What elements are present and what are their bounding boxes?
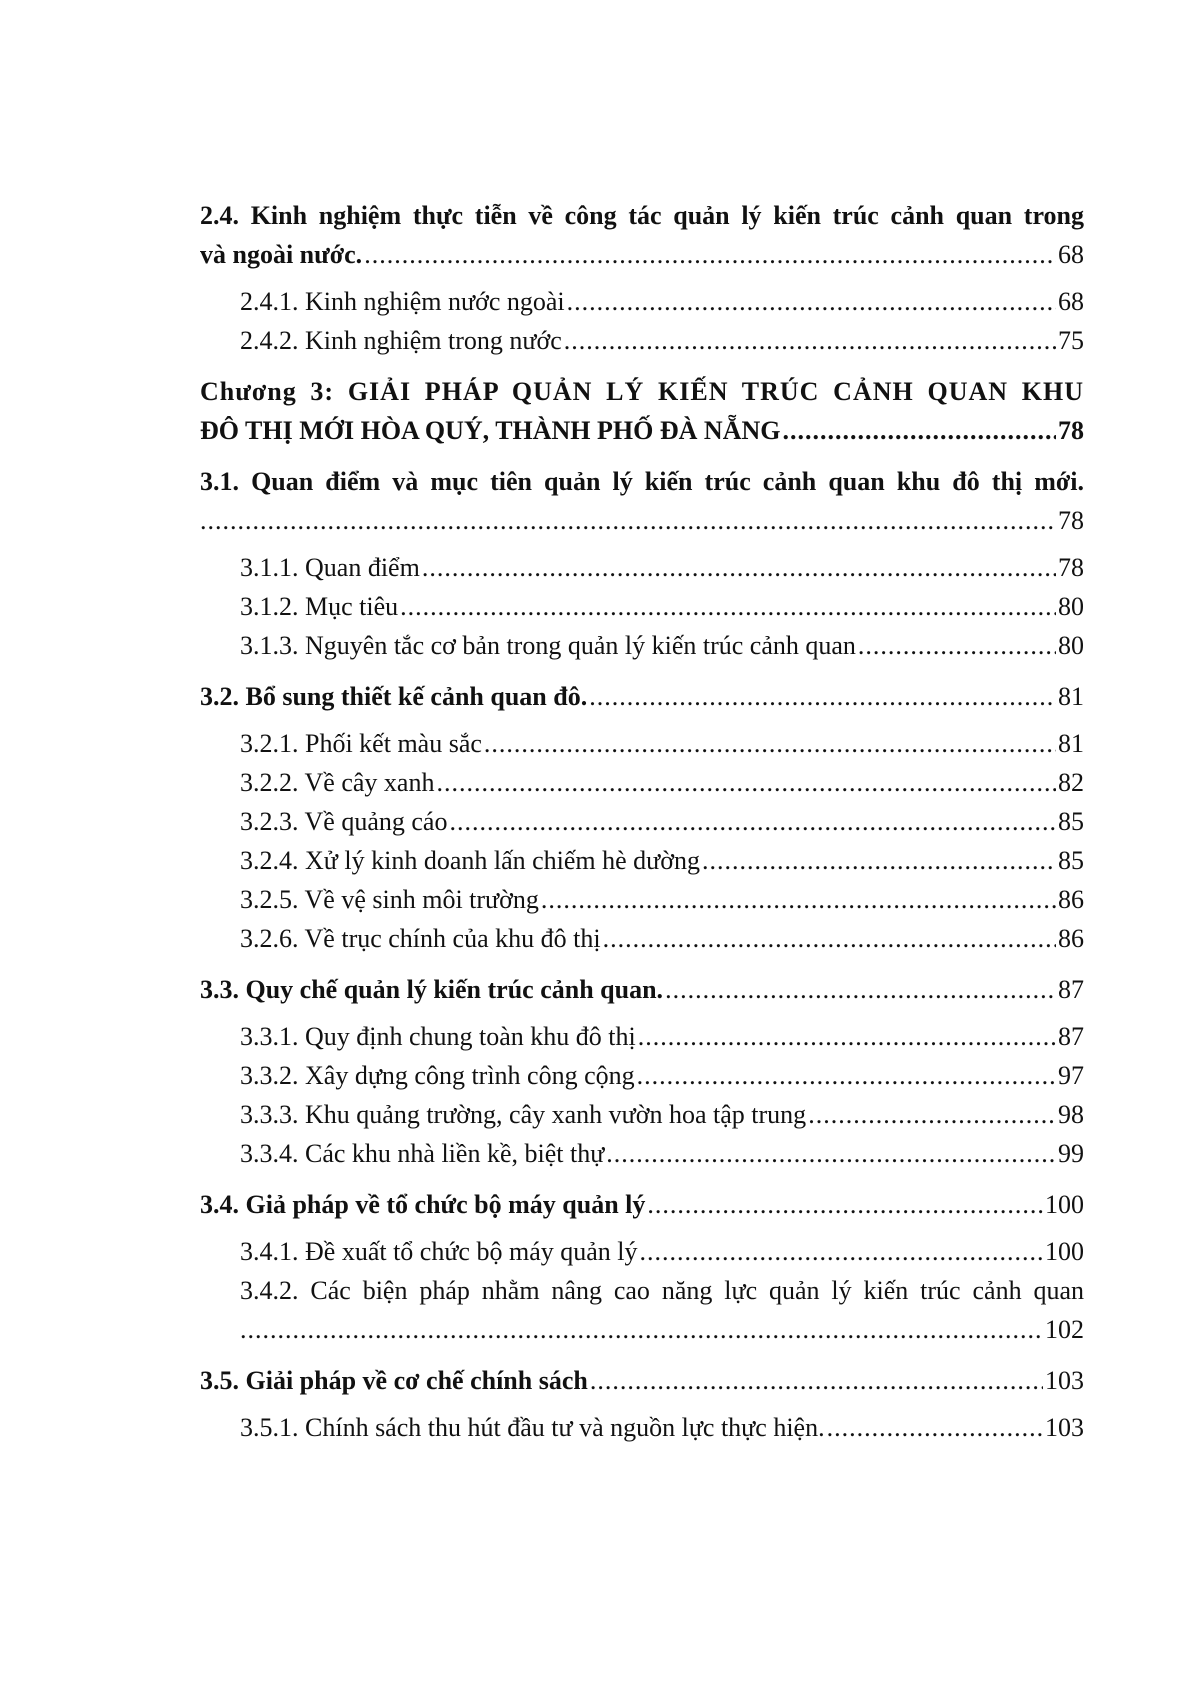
toc-entry-text: 3.2. Bổ sung thiết kế cảnh quan đô.: [200, 682, 588, 711]
toc-entry-text: 3.2.2. Về cây xanh: [240, 768, 435, 797]
dot-leader: [640, 1232, 1043, 1271]
dot-leader: [484, 724, 1056, 763]
dot-leader: [200, 501, 1056, 540]
table-of-contents: [200, 196, 1084, 1447]
page-number: 75: [1058, 326, 1084, 355]
chapter-title: Chương 3: GIẢI PHÁP QUẢN LÝ KIẾN TRÚC CẢNH QUAN KHU: [200, 377, 1084, 406]
toc-entry-3-2-4: [200, 841, 1084, 880]
page-number: 81: [1058, 729, 1084, 758]
toc-entry-3-2-5: [200, 880, 1084, 919]
toc-entry-text: 3.4.2. Các biện pháp nhằm nâng cao năng lực quản lý kiến trúc cảnh quan: [240, 1276, 1084, 1305]
page-number: 85: [1058, 846, 1084, 875]
toc-entry-3-3-4: [200, 1134, 1084, 1173]
dot-leader: [606, 1134, 1056, 1173]
chapter-title: ĐÔ THỊ MỚI HÒA QUÝ, THÀNH PHỐ ĐÀ NẴNG: [200, 416, 781, 445]
dot-leader: [240, 1310, 1043, 1349]
toc-entry-3-2-6: [200, 919, 1084, 958]
toc-entry-3-2-1: [200, 724, 1084, 763]
page-number: 78: [1058, 506, 1084, 535]
dot-leader: [541, 880, 1056, 919]
toc-entry-text: 3.3.2. Xây dựng công trình công cộng: [240, 1061, 635, 1090]
toc-entry-text: 3.5.1. Chính sách thu hút đầu tư và nguồn lực thực hiện.: [240, 1413, 825, 1442]
toc-entry-text: 3.2.4. Xử lý kinh doanh lấn chiếm hè dường: [240, 846, 701, 875]
toc-entry-3-2-3: [200, 802, 1084, 841]
page-number: 103: [1045, 1413, 1084, 1442]
toc-entry-text: 3.2.1. Phối kết màu sắc: [240, 729, 482, 758]
dot-leader: [589, 677, 1056, 716]
page-number: 98: [1058, 1100, 1084, 1129]
page-number: 99: [1058, 1139, 1084, 1168]
toc-entry-3-5-1: [200, 1408, 1084, 1447]
dot-leader: [702, 841, 1056, 880]
toc-entry-text: 3.1.2. Mục tiêu: [240, 592, 399, 621]
page-number: 87: [1058, 1022, 1084, 1051]
dot-leader: [647, 1185, 1043, 1224]
toc-entry-text: 3.1.3. Nguyên tắc cơ bản trong quản lý kiến trúc cảnh quan: [240, 631, 856, 660]
toc-entry-text: 3.5. Giải pháp về cơ chế chính sách: [200, 1366, 588, 1395]
page-number: 80: [1058, 631, 1084, 660]
toc-entry-text: 2.4.1. Kinh nghiệm nước ngoài: [240, 287, 565, 316]
dot-leader: [400, 587, 1056, 626]
toc-entry-3-1-3: [200, 626, 1084, 665]
toc-chapter-3: [200, 372, 1084, 450]
toc-entry-3-3: [200, 970, 1084, 1009]
dot-leader: [364, 235, 1056, 274]
page-number: 78: [1058, 553, 1084, 582]
dot-leader: [603, 919, 1056, 958]
page-number: 82: [1058, 768, 1084, 797]
dot-leader: [422, 548, 1056, 587]
dot-leader: [638, 1017, 1056, 1056]
toc-entry-text: 3.3.1. Quy định chung toàn khu đô thị: [240, 1022, 636, 1051]
page-number: 81: [1058, 682, 1084, 711]
toc-entry-3-1-2: [200, 587, 1084, 626]
dot-leader: [590, 1361, 1043, 1400]
toc-entry-3-5: [200, 1361, 1084, 1400]
toc-entry-text: 3.1.1. Quan điểm: [240, 553, 420, 582]
dot-leader: [827, 1408, 1043, 1447]
page-number: 97: [1058, 1061, 1084, 1090]
page-number: 86: [1058, 885, 1084, 914]
toc-entry-3-1-1: [200, 548, 1084, 587]
toc-entry-text: 3.4.1. Đề xuất tổ chức bộ máy quản lý: [240, 1237, 638, 1266]
dot-leader: [858, 626, 1056, 665]
dot-leader: [637, 1056, 1056, 1095]
page-number: 80: [1058, 592, 1084, 621]
toc-entry-text: 3.3. Quy chế quản lý kiến trúc cảnh quan.: [200, 975, 664, 1004]
page-number: 100: [1045, 1237, 1084, 1266]
toc-entry-2-4: [200, 196, 1084, 274]
toc-entry-text: 3.2.6. Về trục chính của khu đô thị: [240, 924, 601, 953]
page-number: 68: [1058, 240, 1084, 269]
toc-entry-3-1: [200, 462, 1084, 540]
toc-entry-3-4-1: [200, 1232, 1084, 1271]
page-number: 78: [1058, 416, 1084, 445]
page-number: 86: [1058, 924, 1084, 953]
toc-entry-3-3-1: [200, 1017, 1084, 1056]
toc-entry-3-2: [200, 677, 1084, 716]
dot-leader: [567, 282, 1056, 321]
dot-leader: [564, 321, 1056, 360]
toc-entry-2-4-2: [200, 321, 1084, 360]
toc-entry-3-4: [200, 1185, 1084, 1224]
page-number: 102: [1045, 1315, 1084, 1344]
toc-entry-3-3-3: [200, 1095, 1084, 1134]
page-number: 68: [1058, 287, 1084, 316]
toc-entry-text: 3.1. Quan điểm và mục tiên quản lý kiến trúc cảnh quan khu đô thị mới.: [200, 467, 1084, 496]
page-number: 85: [1058, 807, 1084, 836]
toc-entry-text: 3.4. Giả pháp về tổ chức bộ máy quản lý: [200, 1190, 646, 1219]
dot-leader: [449, 802, 1056, 841]
toc-entry-text: 2.4. Kinh nghiệm thực tiễn về công tác quản lý kiến trúc cảnh quan trong: [200, 201, 1084, 230]
toc-entry-text: 3.2.5. Về vệ sinh môi trường: [240, 885, 539, 914]
page-number: 100: [1045, 1190, 1084, 1219]
dot-leader: [808, 1095, 1056, 1134]
toc-entry-3-4-2: [200, 1271, 1084, 1349]
toc-entry-text: 3.3.3. Khu quảng trường, cây xanh vườn hoa tập trung: [240, 1100, 807, 1129]
dot-leader: [782, 411, 1056, 450]
toc-entry-text: 3.2.3. Về quảng cáo: [240, 807, 448, 836]
toc-entry-text: 2.4.2. Kinh nghiệm trong nước: [240, 326, 562, 355]
dot-leader: [436, 763, 1056, 802]
toc-entry-text: 3.3.4. Các khu nhà liền kề, biệt thự: [240, 1139, 605, 1168]
toc-entry-text: và ngoài nước.: [200, 240, 363, 269]
dot-leader: [665, 970, 1056, 1009]
toc-entry-3-3-2: [200, 1056, 1084, 1095]
page-number: 87: [1058, 975, 1084, 1004]
toc-entry-3-2-2: [200, 763, 1084, 802]
toc-entry-2-4-1: [200, 282, 1084, 321]
page-number: 103: [1045, 1366, 1084, 1395]
